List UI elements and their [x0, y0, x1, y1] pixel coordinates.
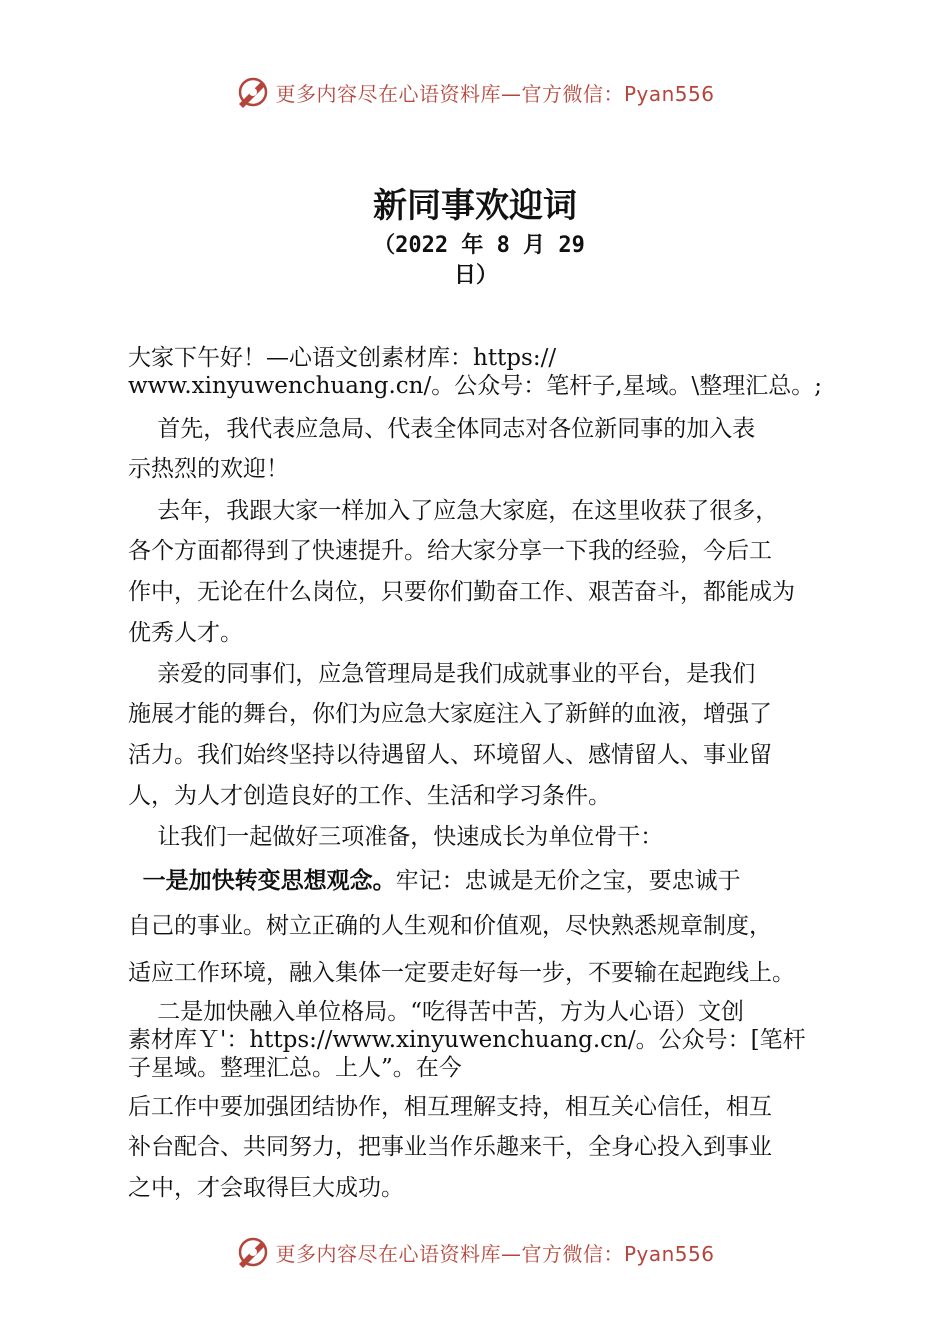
watermark-text: 更多内容尽在心语资料库—官方微信：Pyan556 — [275, 1241, 715, 1266]
body-line: 施展才能的舞台，你们为应急大家庭注入了新鲜的血液，增强了 — [128, 701, 772, 727]
body-line: 之中，才会取得巨大成功。 — [128, 1175, 404, 1201]
body-line: 去年，我跟大家一样加入了应急大家庭，在这里收获了很多， — [128, 498, 779, 524]
body-line: 活力。我们始终坚持以待遇留人、环境留人、感情留人、事业留 — [128, 742, 772, 768]
body-line: 作中，无论在什么岗位，只要你们勤奋工作、艰苦奋斗，都能成为 — [128, 579, 795, 605]
body-line: 后工作中要加强团结协作，相互理解支持，相互关心信任，相互 — [128, 1094, 772, 1120]
body-line: 示热烈的欢迎！ — [128, 456, 289, 482]
body-line-text: 牢记：忠诚是无价之宝，要忠诚于 — [395, 868, 741, 894]
date-line-2: 日） — [453, 263, 498, 288]
body-line: 优秀人才。 — [128, 620, 243, 646]
body-line: 二是加快融入单位格局。“吃得苦中苦，方为人心语）文创 — [128, 999, 745, 1025]
body-line — [128, 867, 868, 895]
document-title: 新同事欢迎词 — [373, 186, 577, 226]
body-line: www.xinyuwenchuang.cn/。公众号：笔杆子,星域。\整理汇总。; — [128, 373, 823, 399]
body-line: 各个方面都得到了快速提升。给大家分享一下我的经验，今后工 — [128, 538, 772, 564]
body-line: 大家下午好！—心语文创素材库：https:// — [128, 345, 557, 371]
body-line: 亲爱的同事们，应急管理局是我们成就事业的平台，是我们 — [128, 661, 756, 687]
pen-circle-logo-icon — [235, 74, 271, 110]
body-line: 让我们一起做好三项准备，快速成长为单位骨干： — [128, 824, 664, 850]
watermark-text: 更多内容尽在心语资料库—官方微信：Pyan556 — [275, 81, 715, 106]
body-line: 补台配合、共同努力，把事业当作乐趣来干，全身心投入到事业 — [128, 1134, 772, 1160]
header-watermark-banner — [0, 72, 950, 112]
body-line: 自己的事业。树立正确的人生观和价值观，尽快熟悉规章制度， — [128, 913, 772, 939]
pen-circle-logo-icon — [235, 1234, 271, 1270]
body-line: 首先，我代表应急局、代表全体同志对各位新同事的加入表 — [128, 416, 756, 442]
date-line-1: （2022 年 8 月 29 — [373, 233, 585, 258]
body-line: 子星域。整理汇总。上人”。在今 — [128, 1055, 462, 1081]
body-line: 适应工作环境，融入集体一定要走好每一步，不要输在起跑线上。 — [128, 960, 795, 986]
footer-watermark-banner — [0, 1232, 950, 1272]
bold-lead-phrase: 一是加快转变思想观念。 — [142, 868, 396, 894]
body-line: 人，为人才创造良好的工作、生活和学习条件。 — [128, 783, 611, 809]
body-line: 素材库Ｙ'：https://www.xinyuwenchuang.cn/。公众号：[笔杆 — [128, 1027, 806, 1053]
